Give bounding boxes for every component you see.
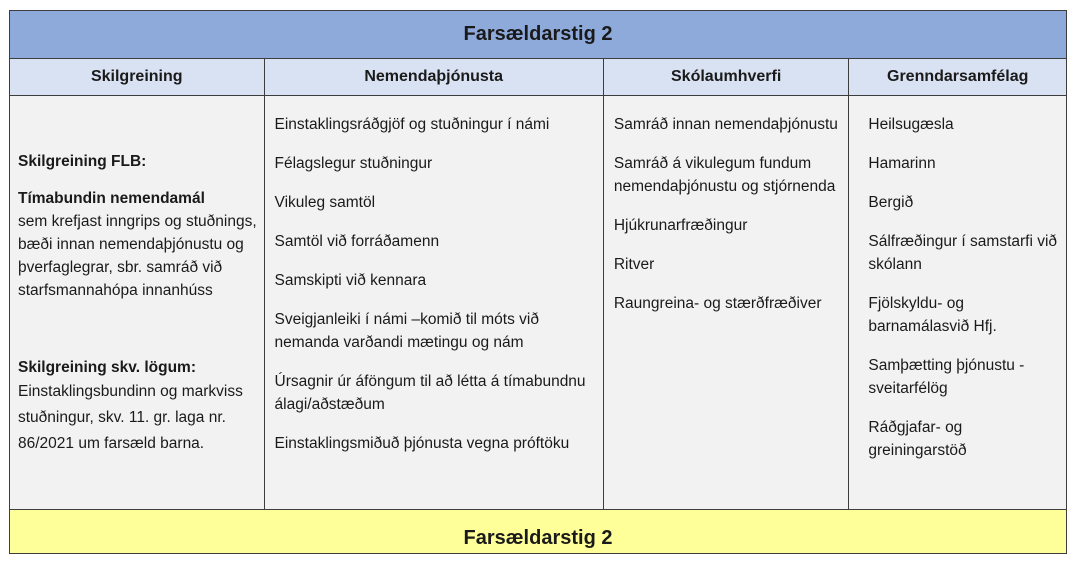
flb-bold-text: Tímabundin nemendamál	[18, 190, 205, 207]
list-item: Bergið	[868, 194, 914, 211]
footer-title: Farsældarstig 2	[10, 510, 1066, 553]
list-item: Sálfræðingur í samstarfi við skólann	[868, 233, 1058, 273]
table-body-row	[10, 96, 1066, 510]
table-title: Farsældarstig 2	[10, 11, 1066, 59]
list-item: Ráðgjafar- og greiningarstöð	[868, 419, 967, 459]
list-item: Raungreina- og stærðfræðiver	[613, 295, 822, 312]
grenndarsamfelag-cell	[849, 96, 1066, 509]
header-skilgreining: Skilgreining	[10, 59, 265, 95]
list-item: Fjölskyldu- og barnamálasvið Hfj.	[868, 295, 997, 335]
flb-description: sem krefjast inngrips og stuðnings, bæði innan nemendaþjónustu og þverfaglegrar, sbr. samráð við starfsmannahópa innanhúss	[18, 213, 257, 299]
law-heading: Skilgreining skv. lögum:	[18, 359, 196, 376]
list-item: Félagslegur stuðningur	[274, 155, 433, 172]
list-item: Ritver	[613, 256, 655, 273]
farsaeldarstig-table	[9, 10, 1067, 554]
list-item: Einstaklingsráðgjöf og stuðningur í námi	[274, 116, 550, 133]
list-item: Samskipti við kennara	[274, 272, 427, 289]
skilgreining-cell	[10, 96, 265, 509]
nemendathjonusta-cell	[265, 96, 604, 509]
list-item: Einstaklingsmiðuð þjónusta vegna próftöku	[274, 435, 570, 452]
column-header-row	[10, 59, 1066, 96]
header-grenndarsamfelag: Grenndarsamfélag	[887, 68, 1029, 85]
list-item: Hamarinn	[868, 155, 936, 172]
list-item: Hjúkrunarfræðingur	[613, 217, 748, 234]
law-description: Einstaklingsbundinn og markviss stuðningur, skv. 11. gr. laga nr. 86/2021 um farsæld barna.	[18, 383, 243, 452]
list-item: Samráð á vikulegum fundum nemendaþjónustu og stjórnenda	[613, 155, 836, 195]
header-nemendathjonusta: Nemendaþjónusta	[265, 59, 604, 95]
header-skolaumhverfi: Skólaumhverfi	[604, 59, 850, 95]
list-item: Vikuleg samtöl	[274, 194, 376, 211]
list-item: Heilsugæsla	[868, 116, 954, 133]
skolaumhverfi-cell	[604, 96, 850, 509]
flb-heading: Skilgreining FLB:	[18, 153, 147, 170]
list-item: Samþætting þjónustu - sveitarfélög	[868, 357, 1025, 397]
list-item: Úrsagnir úr áföngum til að létta á tímabundnu álagi/aðstæðum	[274, 373, 586, 413]
list-item: Samráð innan nemendaþjónustu	[613, 116, 838, 133]
list-item: Samtöl við forráðamenn	[274, 233, 440, 250]
list-item: Sveigjanleiki í námi –komið til móts við nemanda varðandi mætingu og nám	[274, 311, 539, 351]
